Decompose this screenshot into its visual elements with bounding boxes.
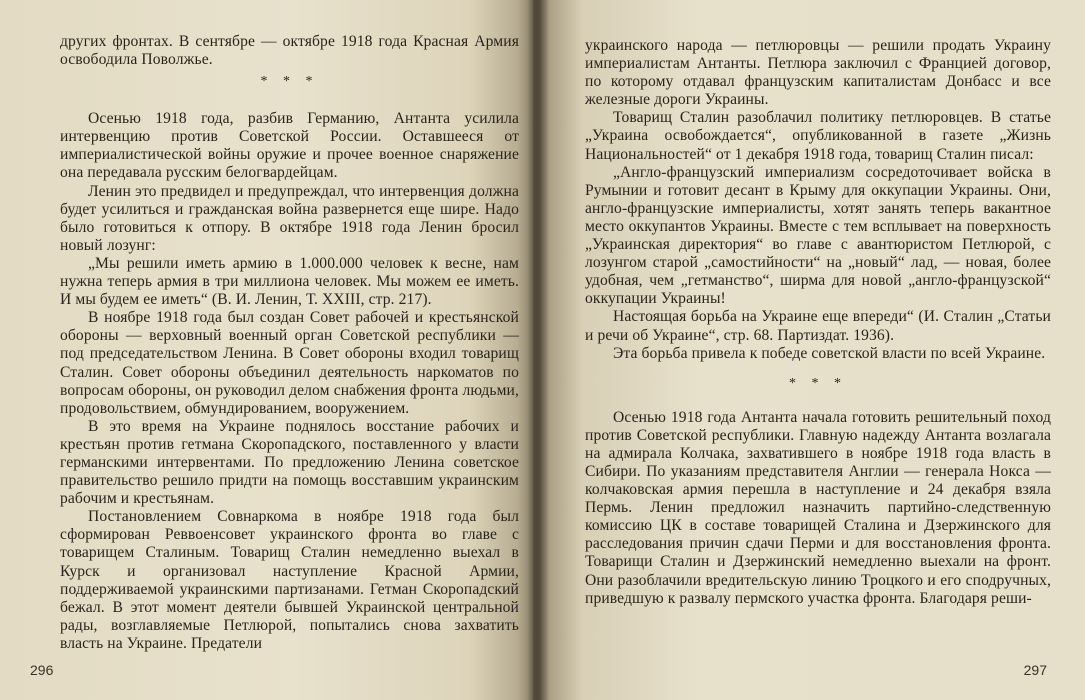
section-separator: * * * [789, 375, 847, 391]
paragraph: Ленин это предвидел и предупреждал, что интервенция должна будет усилиться и гражданская война развернется еще шире. Надо было готовиться к отпору. В октябре 1918 года Ленин бросил новый лозунг: [60, 182, 519, 254]
left-page [0, 0, 533, 700]
paragraph: Постановлением Совнаркома в ноябре 1918 года был сформирован Реввоенсовет украинского фронта во главе с товарищем Сталиным. Товарищ Сталин немедленно выехал в Курск и организовал наступление Красной Армии, поддерживаемой украинскими партизанами. Гетман Скоропадский бежал. В этот момент деятели бывшей Украинской центральной рады, возглавляемые Петлюрой, попытались снова захватить власть на Украине. Предатели [60, 508, 519, 652]
left-page-text [60, 33, 519, 653]
page-number-right: 297 [1023, 662, 1047, 678]
page-number-left: 296 [30, 662, 54, 678]
quotation-paragraph: Настоящая борьба на Украине еще впереди“ (И. Сталин „Статьи и речи об Украине“, стр. 68. Партиздат. 1936). [585, 308, 1051, 344]
paragraph: украинского народа — петлюровцы — решили продать Украину империалистам Антанты. Петлюра заключил с Францией договор, по которому отдавал французским капиталистам Донбасс и все железные дороги Украины. [585, 37, 1051, 109]
section-separator: * * * [260, 74, 319, 90]
paragraph: Осенью 1918 года Антанта начала готовить решительный поход против Советской республики. Главную надежду Антанта возлагала на адмирала Колчака, захватившего в ноябре 1918 года власть в Сибири. По указаниям представителя Англии — генерала Нокса — колчаковская армия перешла в наступление и 24 декабря взяла Пермь. Ленин предложил назначить партийно-следственную комиссию ЦК в составе товарищей Сталина и Дзержинского для расследования причин сдачи Перми и для восстановления фронта. Товарищи Сталин и Дзержинский немедленно выехали на фронт. Они разоблачили вредительскую линию Троцкого и его сподручных, приведшую к развалу пермского участка фронта. Благодаря реши- [585, 408, 1051, 607]
quotation-paragraph: „Мы решили иметь армию в 1.000.000 человек к весне, нам нужна теперь армия в три миллиона человек. Мы можем ее иметь. И мы будем ее иметь“ (В. И. Ленин, Т. XXIII, стр. 217). [60, 254, 519, 309]
paragraph: Осенью 1918 года, разбив Германию, Антанта усилила интервенцию против Советской России. Оставшееся от империалистической войны оружие и прочее военное снаряжение она передавала русским белогвардейцам. [60, 110, 519, 182]
paragraph: других фронтах. В сентябре — октябре 1918 года Красная Армия освободила Поволжье. [60, 33, 519, 69]
quotation-paragraph: „Англо-французский империализм сосредоточивает войска в Румынии и готовит десант в Крыму для оккупации Украины. Они, англо-французские империалисты, хотят занять теперь вакантное место оккупантов Украины. Вместе с тем всплывает на поверхность „Украинская директория“ во главе с авантюристом Петлюрой, с лозунгом старой „самостийности“ на „новый“ лад, — новая, более удобная, чем „гетманство“, ширма для новой „англо-французской“ оккупации Украины! [585, 163, 1051, 308]
paragraph: Товарищ Сталин разоблачил политику петлюровцев. В статье „Украина освобождается“, опубликованной в газете „Жизнь Национальностей“ от 1 декабря 1918 года, товарищ Сталин писал: [585, 109, 1051, 163]
paragraph: Эта борьба привела к победе советской власти по всей Украине. [613, 344, 1046, 362]
right-page-text [585, 37, 1051, 608]
paragraph: В это время на Украине поднялось восстание рабочих и крестьян против гетмана Скоропадского, поставленного у власти германскими интервентами. По предложению Ленина советское правительство решило придти на помощь восставшим украинским рабочим и крестьянам. [60, 417, 519, 508]
right-page [533, 0, 1085, 700]
paragraph: В ноябре 1918 года был создан Совет рабочей и крестьянской обороны — верховный военный орган Советской республики — под председательством Ленина. В Совет обороны входил товарищ Сталин. Совет обороны объединил деятельность наркоматов по вопросам обороны, он руководил делом снабжения фронта людьми, продовольствием, обмундированием, вооружением. [60, 309, 519, 417]
